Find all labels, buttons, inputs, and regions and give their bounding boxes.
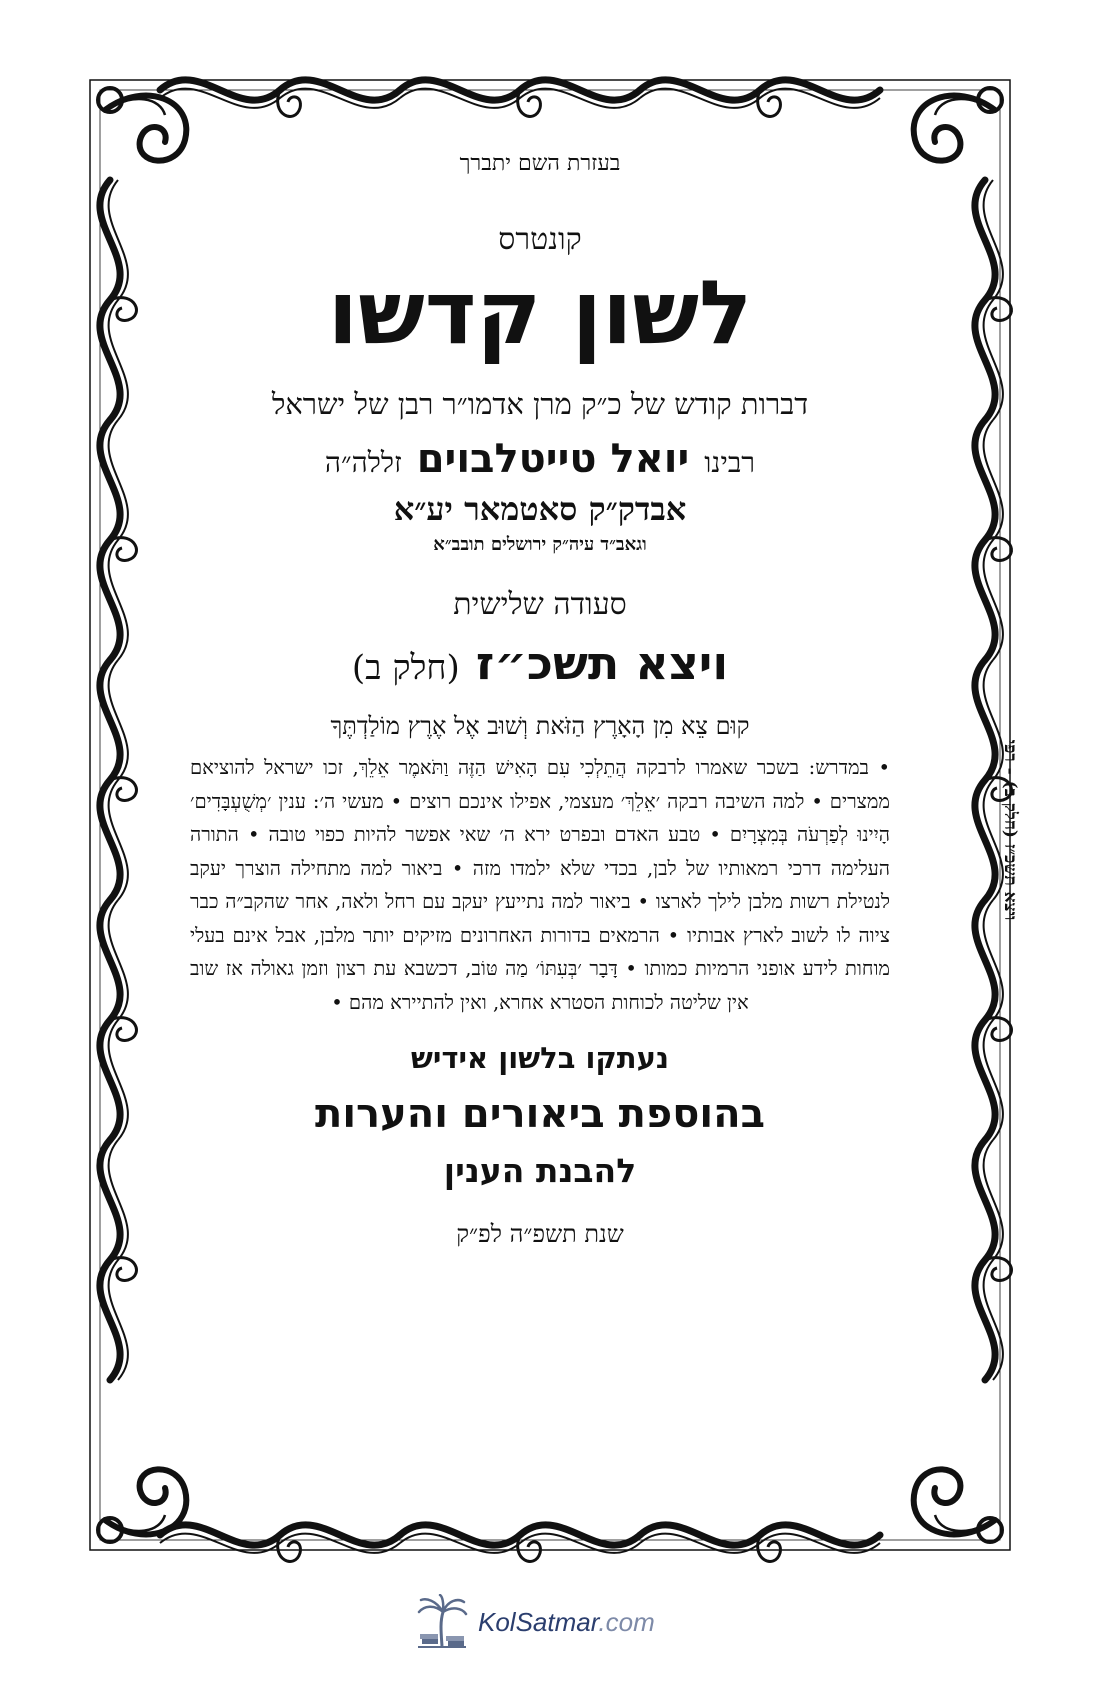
left-border-swirls [100, 180, 137, 1380]
translated-line: נעתקו בלשון אידיש [410, 1041, 670, 1076]
parsha-part: (חלק ב) [351, 648, 460, 689]
year-line: שנת תשפ״ה לפ״ק [456, 1220, 624, 1249]
understanding-line: להבנת הענין [443, 1151, 637, 1191]
talks-line: דברות קודש של כ״ק מרן אדמו״ר רבן של ישראל [271, 387, 809, 422]
rav-title-line: אבדק״ק סאטמאר יע״א [393, 490, 687, 529]
additions-line: בהוספת ביאורים והערות [315, 1091, 765, 1138]
rav-title-line-2: וגאב״ד עיה״ק ירושלים תובב״א [433, 534, 647, 556]
side-running-head: ויצא תשכ״ז (חלק ב) - רפי [1000, 739, 1020, 921]
meal-label: סעודה שלישית [453, 587, 627, 623]
rebbe-prefix: רבינו [704, 446, 756, 480]
logo-text [478, 1607, 655, 1638]
blessing-line: בעזרת השם יתברך [459, 151, 621, 176]
verse: קוּם צֵא מִן הָאָרֶץ הַזֹּאת וְשׁוּב אֶל אֶרֶץ מוֹלַדְתֶּךָ [330, 712, 750, 741]
topics-summary: • במדרש: בשכר שאמרו לרבקה הֲתֵלְכִי עִם הָאִישׁ הַזֶּה וַתֹּאמֶר אֵלֵךְ, זכו ישראל להוציאם ממצרים • למה השיבה רבקה ׳אֵלֵךְ׳ מעצמי, אפילו אינכם רוצים • מעשי ה׳: ענין ׳מְשֻׁעְבָּדִים׳ הָיִינוּ לְפַרְעֹה בְּמִצְרָיִם • טבע האדם ובפרט ירא ה׳ שאי אפשר להיות כפוי טובה • התורה העלימה דרכי רמאותיו של לבן, בכדי שלא ילמדו מזה • ביאור למה מתחילה הוצרך יעקב לנטילת רשות מלבן לילך לארצו • ביאור למה נתייעץ יעקב עם רחל ולאה, אחר שהקב״ה כבר ציוה לו לשוב לארץ אבותיו • הרמאים בדורות האחרונים מזיקים יותר מלבן, אבל אינם בעלי מוחות לידע אופני הרמיות כמותו • דָּבָר ׳בְּעִתּוֹ׳ מַה טּוֹב, דכשבא עת רצון וזמן גאולה אז שוב אין שליטה לכוחות הסטרא אחרא, ואין להתיירא מהם • [190, 756, 890, 1014]
rebbe-name: יואל טייטלבוים [416, 436, 690, 483]
title-page-content [190, 150, 890, 1249]
book-title: לשון קדשו [327, 261, 753, 364]
pamphlet-label: קונטרס [498, 222, 582, 257]
rebbe-suffix: זללה״ה [324, 446, 402, 480]
logo-name: KolSatmar [478, 1606, 599, 1637]
palm-tree-books-icon [416, 1594, 468, 1650]
rebbe-line [190, 436, 890, 482]
kolsatmar-logo[interactable] [416, 1592, 655, 1652]
parsha-line [190, 636, 890, 690]
top-border-swirls [160, 80, 880, 117]
bottom-border-swirls [160, 1525, 880, 1562]
parsha-name: ויצא תשכ״ז [475, 636, 729, 691]
logo-domain: .com [598, 1606, 655, 1637]
